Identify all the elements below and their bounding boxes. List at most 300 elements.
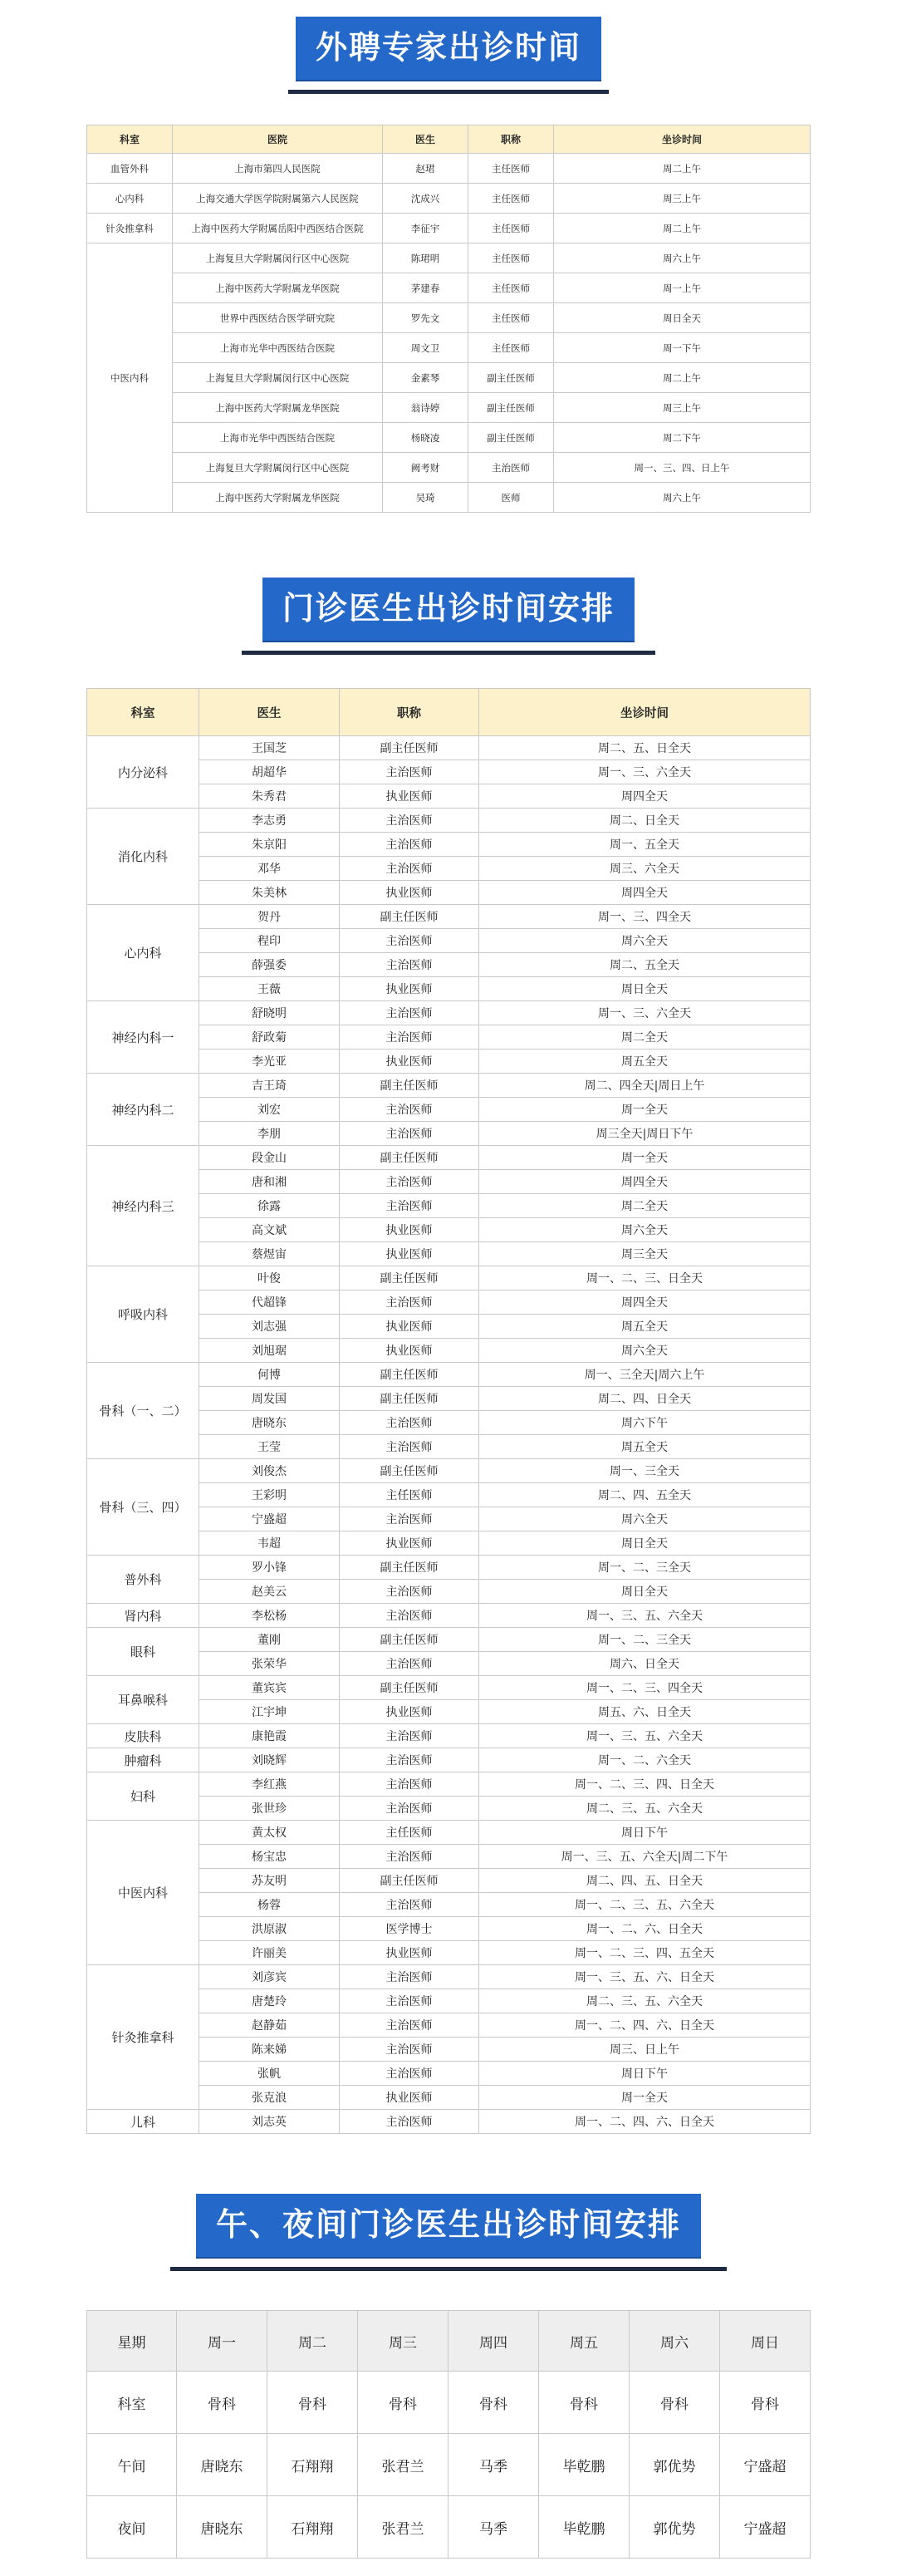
time-cell: 周二、日全天 [479,809,811,833]
doctor-cell: 唐和湘 [199,1170,340,1194]
title-cell: 副主任医师 [340,1628,479,1652]
schedule-cell: 骨科 [448,2372,539,2434]
row-label-cell: 夜间 [87,2496,177,2559]
section3-title: 午、夜间门诊医生出诊时间安排 [196,2194,701,2257]
schedule-cell: 郭优势 [630,2496,720,2559]
table-row [87,2496,811,2559]
time-cell: 周一、二、六全天 [479,1748,811,1772]
department-cell: 骨科（一、二） [87,1363,199,1459]
doctor-cell: 李征宇 [383,214,468,243]
title-cell: 主治医师 [340,1098,479,1122]
title-cell: 主任医师 [468,333,554,363]
title-cell: 主治医师 [340,2062,479,2086]
title-cell: 主任医师 [468,214,554,243]
column-header: 科室 [87,125,173,154]
title-cell: 主治医师 [340,1772,479,1797]
time-cell: 周一全天 [479,2086,811,2110]
schedule-cell: 郭优势 [630,2434,720,2496]
table-row [87,363,811,393]
time-cell: 周二、四全天|周日上午 [479,1074,811,1098]
doctor-cell: 张世珍 [199,1797,340,1821]
title-cell: 执业医师 [340,784,479,809]
time-cell: 周二、四、五、日全天 [479,1869,811,1893]
column-header: 周三 [358,2311,448,2372]
time-cell: 周日全天 [479,1580,811,1604]
schedule-cell: 骨科 [630,2372,720,2434]
time-cell: 周二、四、五全天 [479,1483,811,1507]
column-header: 医院 [173,125,383,154]
department-cell: 妇科 [87,1772,199,1821]
department-cell: 普外科 [87,1556,199,1604]
title-cell: 副主任医师 [340,1556,479,1580]
table-row [87,2434,811,2496]
doctor-cell: 高文斌 [199,1218,340,1242]
department-cell: 针灸推拿科 [87,1965,199,2110]
table-row [87,303,811,333]
title-cell: 副主任医师 [340,1363,479,1387]
time-cell: 周日全天 [554,303,811,333]
title-cell: 执业医师 [340,1339,479,1363]
column-header: 周二 [267,2311,358,2372]
hospital-cell: 上海中医药大学附属龙华医院 [173,483,383,513]
doctor-cell: 韦超 [199,1531,340,1556]
time-cell: 周日下午 [479,2062,811,2086]
doctor-cell: 董宾宾 [199,1676,340,1700]
time-cell: 周三全天 [479,1242,811,1266]
table-row [87,1459,811,1483]
title-cell: 主治医师 [340,1507,479,1531]
hospital-cell: 上海交通大学医学院附属第六人民医院 [173,184,383,214]
doctor-cell: 王薇 [199,977,340,1001]
title-cell: 主治医师 [340,1001,479,1025]
title-cell: 主治医师 [340,1797,479,1821]
column-header: 周日 [720,2311,811,2372]
outpatient-doctors-table [86,688,811,2134]
hospital-cell: 世界中西医结合医学研究院 [173,303,383,333]
title-cell: 主治医师 [340,1652,479,1676]
time-cell: 周六上午 [554,243,811,273]
time-cell: 周一、二、六、日全天 [479,1917,811,1941]
time-cell: 周二下午 [554,423,811,453]
schedule-cell: 唐晓东 [177,2496,267,2559]
table-row [87,1724,811,1748]
doctor-cell: 翁诗婷 [383,393,468,423]
title-cell: 执业医师 [340,1218,479,1242]
doctor-cell: 贺丹 [199,905,340,929]
time-cell: 周二上午 [554,154,811,184]
time-cell: 周一下午 [554,333,811,363]
hospital-cell: 上海复旦大学附属闵行区中心医院 [173,453,383,483]
title-cell: 主治医师 [340,1025,479,1050]
time-cell: 周二、三、五、六全天 [479,1989,811,2013]
table-row [87,423,811,453]
hospital-cell: 上海市光华中西医结合医院 [173,423,383,453]
section3-banner [0,2194,897,2271]
doctor-cell: 许丽美 [199,1941,340,1965]
table-row [87,243,811,273]
time-cell: 周三全天|周日下午 [479,1122,811,1146]
time-cell: 周日全天 [479,1531,811,1556]
time-cell: 周一、二、三全天 [479,1628,811,1652]
table-row [87,2372,811,2434]
title-cell: 主任医师 [340,1821,479,1845]
table-row [87,453,811,483]
doctor-cell: 邓华 [199,857,340,881]
doctor-cell: 胡超华 [199,760,340,784]
department-cell: 内分泌科 [87,736,199,809]
time-cell: 周五全天 [479,1435,811,1459]
department-cell: 肿瘤科 [87,1748,199,1772]
time-cell: 周二全天 [479,1194,811,1218]
department-cell: 神经内科三 [87,1146,199,1266]
section2-banner [0,578,897,655]
department-cell: 神经内科二 [87,1074,199,1146]
title-cell: 副主任医师 [340,1869,479,1893]
section2-title: 门诊医生出诊时间安排 [262,578,635,641]
schedule-cell: 骨科 [267,2372,358,2434]
title-cell: 医师 [468,483,554,513]
title-cell: 执业医师 [340,1242,479,1266]
time-cell: 周一、二、三、四、五全天 [479,1941,811,1965]
doctor-cell: 舒政菊 [199,1025,340,1050]
doctor-cell: 李志勇 [199,809,340,833]
title-cell: 主治医师 [468,453,554,483]
doctor-cell: 陈来娣 [199,2038,340,2062]
time-cell: 周六上午 [554,483,811,513]
time-cell: 周一全天 [479,1098,811,1122]
doctor-cell: 赵静茹 [199,2013,340,2038]
time-cell: 周三上午 [554,393,811,423]
title-cell: 主任医师 [468,303,554,333]
title-cell: 主任医师 [468,154,554,184]
title-cell: 主治医师 [340,929,479,953]
time-cell: 周一全天 [479,1146,811,1170]
column-header: 医生 [199,689,340,736]
table-row [87,393,811,423]
time-cell: 周一、三、六全天 [479,760,811,784]
time-cell: 周一、二、三、四、日全天 [479,1772,811,1797]
time-cell: 周六全天 [479,1339,811,1363]
doctor-cell: 蔡煜宙 [199,1242,340,1266]
schedule-cell: 张君兰 [358,2496,448,2559]
title-cell: 执业医师 [340,977,479,1001]
title-cell: 主治医师 [340,1290,479,1315]
title-cell: 主治医师 [340,2038,479,2062]
table-row [87,2110,811,2134]
doctor-cell: 程印 [199,929,340,953]
title-cell: 主治医师 [340,1724,479,1748]
time-cell: 周一、二、四、六、日全天 [479,2110,811,2134]
doctor-cell: 杨蓉 [199,1893,340,1917]
table-row [87,736,811,760]
table-header-row [87,125,811,154]
time-cell: 周六、日全天 [479,1652,811,1676]
schedule-cell: 宁盛超 [720,2434,811,2496]
hospital-cell: 上海复旦大学附属闵行区中心医院 [173,243,383,273]
time-cell: 周二全天 [479,1025,811,1050]
table-row [87,483,811,513]
doctor-cell: 罗先文 [383,303,468,333]
time-cell: 周一、三、五、六、日全天 [479,1965,811,1989]
schedule-cell: 骨科 [358,2372,448,2434]
title-cell: 执业医师 [340,1531,479,1556]
time-cell: 周六全天 [479,1507,811,1531]
time-cell: 周二、三、五、六全天 [479,1797,811,1821]
external-experts-table [86,125,811,513]
table-row [87,1965,811,1989]
time-cell: 周二、五、日全天 [479,736,811,760]
time-cell: 周一、三全天|周六上午 [479,1363,811,1387]
time-cell: 周一、三、四、日上午 [554,453,811,483]
doctor-cell: 唐楚玲 [199,1989,340,2013]
department-cell: 中医内科 [87,1821,199,1965]
table-row [87,184,811,214]
time-cell: 周一、二、四、六、日全天 [479,2013,811,2038]
table-row [87,1772,811,1797]
time-cell: 周一上午 [554,273,811,303]
column-header: 周四 [448,2311,539,2372]
title-cell: 主治医师 [340,1604,479,1628]
department-cell: 心内科 [87,184,173,214]
title-cell: 执业医师 [340,881,479,905]
doctor-cell: 江宇坤 [199,1700,340,1724]
time-cell: 周五全天 [479,1050,811,1074]
title-cell: 主治医师 [340,1411,479,1435]
table-row [87,905,811,929]
title-cell: 副主任医师 [340,1266,479,1290]
doctor-cell: 周文卫 [383,333,468,363]
department-cell: 中医内科 [87,243,173,513]
time-cell: 周四全天 [479,1290,811,1315]
table-row [87,1363,811,1387]
doctor-cell: 沈成兴 [383,184,468,214]
doctor-cell: 刘俊杰 [199,1459,340,1483]
row-label-cell: 科室 [87,2372,177,2434]
hospital-cell: 上海中医药大学附属龙华医院 [173,273,383,303]
title-cell: 副主任医师 [340,1676,479,1700]
title-cell: 主治医师 [340,1170,479,1194]
time-cell: 周日下午 [479,1821,811,1845]
department-cell: 眼科 [87,1628,199,1676]
column-header: 科室 [87,689,199,736]
title-cell: 主治医师 [340,760,479,784]
time-cell: 周五、六、日全天 [479,1700,811,1724]
title-cell: 主治医师 [340,1122,479,1146]
section1-underline [288,90,609,94]
doctor-cell: 朱秀君 [199,784,340,809]
time-cell: 周一、三、六全天 [479,1001,811,1025]
hospital-cell: 上海中医药大学附属龙华医院 [173,393,383,423]
hospital-cell: 上海市第四人民医院 [173,154,383,184]
doctor-cell: 李光亚 [199,1050,340,1074]
title-cell: 副主任医师 [340,1387,479,1411]
doctor-cell: 周发国 [199,1387,340,1411]
department-cell: 肾内科 [87,1604,199,1628]
doctor-cell: 李松杨 [199,1604,340,1628]
doctor-cell: 董刚 [199,1628,340,1652]
schedule-cell: 宁盛超 [720,2496,811,2559]
schedule-cell: 马季 [448,2434,539,2496]
hospital-cell: 上海中医药大学附属岳阳中西医结合医院 [173,214,383,243]
department-cell: 骨科（三、四） [87,1459,199,1556]
doctor-cell: 王国芝 [199,736,340,760]
doctor-cell: 黄太权 [199,1821,340,1845]
doctor-cell: 刘旭琚 [199,1339,340,1363]
department-cell: 心内科 [87,905,199,1001]
time-cell: 周六全天 [479,929,811,953]
time-cell: 周二、五全天 [479,953,811,977]
hospital-cell: 上海复旦大学附属闵行区中心医院 [173,363,383,393]
doctor-cell: 张帆 [199,2062,340,2086]
doctor-cell: 金素琴 [383,363,468,393]
noon-night-schedule-table [86,2310,811,2559]
table-row [87,1748,811,1772]
title-cell: 主任医师 [468,184,554,214]
title-cell: 副主任医师 [340,905,479,929]
section1-title: 外聘专家出诊时间 [296,17,601,80]
doctor-cell: 阙考财 [383,453,468,483]
time-cell: 周一、二、三、日全天 [479,1266,811,1290]
department-cell: 消化内科 [87,809,199,905]
doctor-cell: 朱京阳 [199,833,340,857]
doctor-cell: 张克浪 [199,2086,340,2110]
row-label-cell: 午间 [87,2434,177,2496]
doctor-cell: 段金山 [199,1146,340,1170]
title-cell: 副主任医师 [340,736,479,760]
table-row [87,1628,811,1652]
title-cell: 主治医师 [340,857,479,881]
department-cell: 呼吸内科 [87,1266,199,1363]
title-cell: 副主任医师 [468,363,554,393]
column-header: 职称 [468,125,554,154]
column-header: 周五 [539,2311,630,2372]
doctor-cell: 康艳霞 [199,1724,340,1748]
doctor-cell: 刘晓辉 [199,1748,340,1772]
table-row [87,1074,811,1098]
time-cell: 周六全天 [479,1218,811,1242]
time-cell: 周二上午 [554,214,811,243]
doctor-cell: 赵美云 [199,1580,340,1604]
title-cell: 主治医师 [340,1748,479,1772]
schedule-cell: 骨科 [539,2372,630,2434]
time-cell: 周一、二、三全天 [479,1556,811,1580]
time-cell: 周三、日上午 [479,2038,811,2062]
schedule-cell: 张君兰 [358,2434,448,2496]
time-cell: 周三、六全天 [479,857,811,881]
doctor-cell: 宁盛超 [199,1507,340,1531]
table-row [87,1146,811,1170]
column-header: 职称 [340,689,479,736]
doctor-cell: 洪原淑 [199,1917,340,1941]
doctor-cell: 刘宏 [199,1098,340,1122]
doctor-cell: 苏友明 [199,1869,340,1893]
department-cell: 儿科 [87,2110,199,2134]
table-row [87,273,811,303]
doctor-cell: 杨晓凌 [383,423,468,453]
department-cell: 皮肤科 [87,1724,199,1748]
doctor-cell: 杨宝忠 [199,1845,340,1869]
time-cell: 周日全天 [479,977,811,1001]
doctor-cell: 陈珺明 [383,243,468,273]
time-cell: 周一、三、四全天 [479,905,811,929]
table-row [87,1821,811,1845]
title-cell: 主治医师 [340,2013,479,2038]
title-cell: 执业医师 [340,1700,479,1724]
time-cell: 周一、二、三、四全天 [479,1676,811,1700]
schedule-cell: 石翔翔 [267,2434,358,2496]
time-cell: 周六下午 [479,1411,811,1435]
title-cell: 主治医师 [340,1893,479,1917]
table-row [87,809,811,833]
department-cell: 神经内科一 [87,1001,199,1074]
doctor-cell: 吉王琦 [199,1074,340,1098]
time-cell: 周一、二、三、五、六全天 [479,1893,811,1917]
title-cell: 执业医师 [340,1050,479,1074]
table-row [87,154,811,184]
schedule-cell: 骨科 [720,2372,811,2434]
title-cell: 主治医师 [340,1965,479,1989]
title-cell: 副主任医师 [468,423,554,453]
section3-underline [170,2267,727,2271]
time-cell: 周二、四、日全天 [479,1387,811,1411]
doctor-cell: 唐晓东 [199,1411,340,1435]
doctor-cell: 罗小锋 [199,1556,340,1580]
title-cell: 主治医师 [340,809,479,833]
title-cell: 执业医师 [340,2086,479,2110]
time-cell: 周一、三全天 [479,1459,811,1483]
column-header: 坐诊时间 [554,125,811,154]
time-cell: 周三上午 [554,184,811,214]
title-cell: 主治医师 [340,1580,479,1604]
doctor-cell: 叶俊 [199,1266,340,1290]
title-cell: 主任医师 [340,1483,479,1507]
table-row [87,1676,811,1700]
schedule-cell: 唐晓东 [177,2434,267,2496]
doctor-cell: 赵珺 [383,154,468,184]
time-cell: 周一、三、五、六全天 [479,1604,811,1628]
doctor-cell: 代超锋 [199,1290,340,1315]
table-row [87,214,811,243]
time-cell: 周四全天 [479,881,811,905]
title-cell: 主治医师 [340,1435,479,1459]
title-cell: 主任医师 [468,273,554,303]
time-cell: 周一、三、五、六全天|周二下午 [479,1845,811,1869]
department-cell: 血管外科 [87,154,173,184]
title-cell: 副主任医师 [340,1074,479,1098]
doctor-cell: 张荣华 [199,1652,340,1676]
department-cell: 耳鼻喉科 [87,1676,199,1724]
title-cell: 副主任医师 [340,1459,479,1483]
time-cell: 周一、五全天 [479,833,811,857]
title-cell: 执业医师 [340,1315,479,1339]
column-header: 周六 [630,2311,720,2372]
doctor-cell: 王莹 [199,1435,340,1459]
time-cell: 周二上午 [554,363,811,393]
time-cell: 周五全天 [479,1315,811,1339]
column-header: 医生 [383,125,468,154]
section1-banner [0,17,897,94]
title-cell: 副主任医师 [340,1146,479,1170]
doctor-cell: 舒晓明 [199,1001,340,1025]
doctor-cell: 吴琦 [383,483,468,513]
table-row [87,1556,811,1580]
doctor-cell: 茅建春 [383,273,468,303]
table-header-row [87,689,811,736]
title-cell: 主治医师 [340,1989,479,2013]
schedule-cell: 马季 [448,2496,539,2559]
doctor-cell: 朱美林 [199,881,340,905]
table-header-row [87,2311,811,2372]
